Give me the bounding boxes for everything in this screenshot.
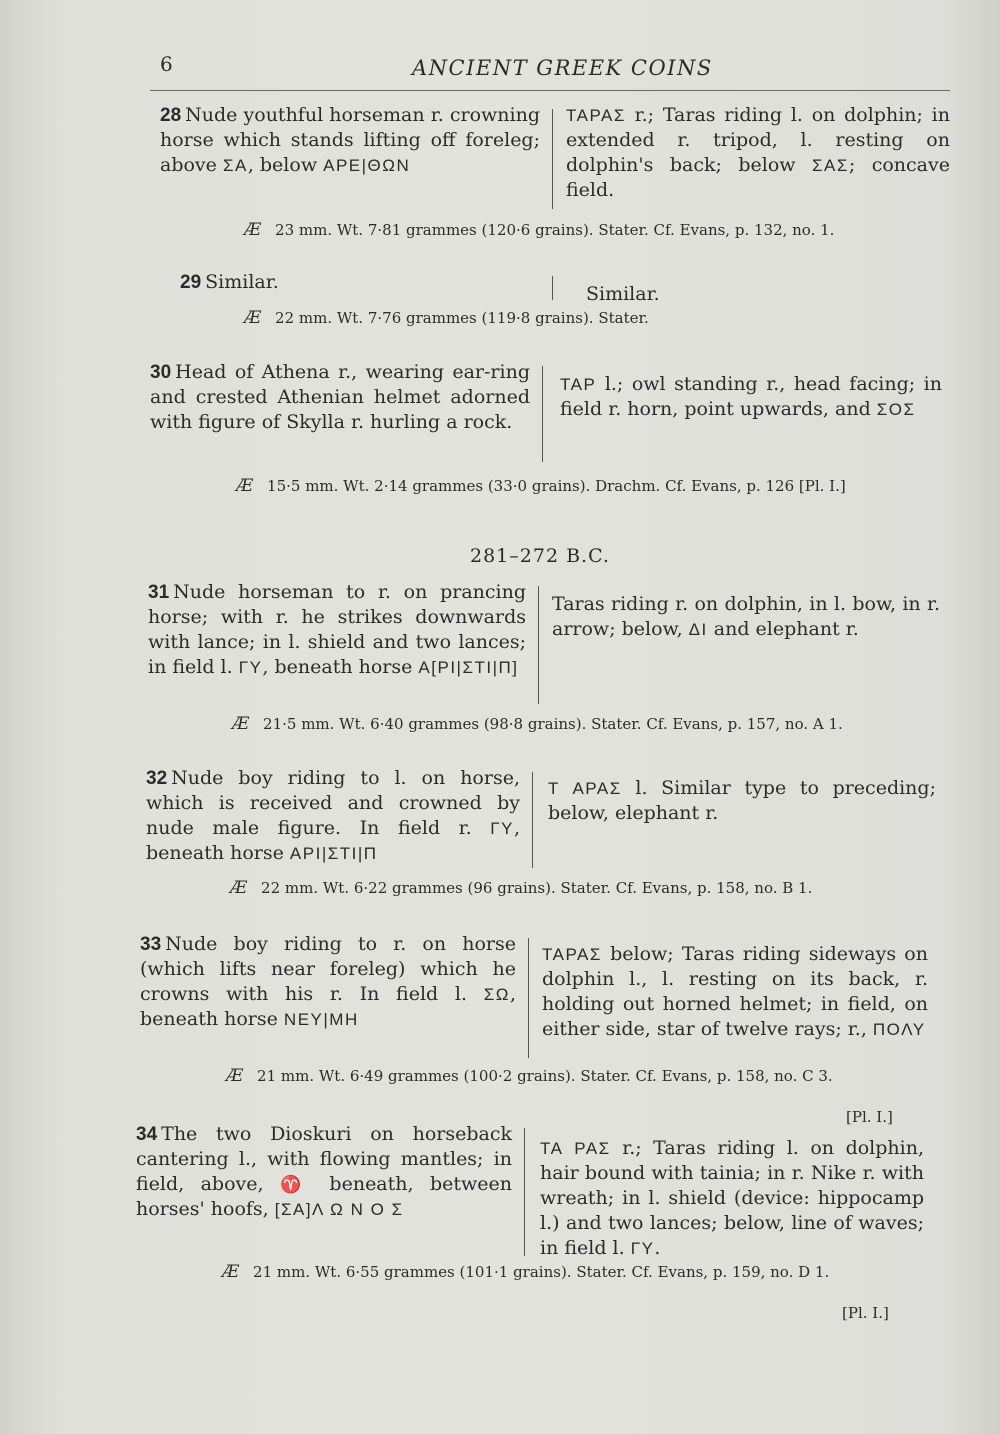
entry-number: 31 bbox=[148, 582, 170, 603]
entry-number: 29 bbox=[180, 272, 202, 293]
entry-number: 33 bbox=[140, 934, 162, 955]
column-divider bbox=[524, 1128, 525, 1256]
coin-legend: Τ ΑΡΑΣ bbox=[548, 779, 622, 798]
coin-legend: ΣΑΣ bbox=[812, 156, 849, 175]
coin-legend: ΣΟΣ bbox=[876, 400, 916, 419]
obverse-description: 30 Head of Athena r., wearing ear-ring and crested Athenian helmet adorned with figure of Skylla r. hurling a rock. bbox=[150, 361, 530, 433]
coin-details: Æ 21 mm. Wt. 6·49 grammes (100·2 grains). Stater. Cf. Evans, p. 158, no. C 3. bbox=[226, 1066, 833, 1086]
coin-legend: [ΣΑ]Λ Ω Ν Ο Σ bbox=[274, 1200, 404, 1219]
coin-legend: Α[ΡΙ|ΣΤΙ|Π] bbox=[418, 658, 519, 677]
running-header bbox=[150, 52, 950, 92]
metal-symbol: Æ bbox=[244, 308, 262, 328]
obverse-description: 32 Nude boy riding to l. on horse, which is received and crowned by nude male figure. In field r. ΓΥ, beneath horse ΑΡΙ|ΣΤΙ|Π bbox=[146, 767, 520, 864]
column-divider bbox=[528, 938, 529, 1058]
column-divider bbox=[538, 586, 539, 704]
coin-details: Æ 21 mm. Wt. 6·55 grammes (101·1 grains). Stater. Cf. Evans, p. 159, no. D 1. bbox=[222, 1262, 830, 1282]
obverse-description: 31 Nude horseman to r. on prancing horse; with r. he strikes downwards with lance; in l. shield and two lances; in field l. ΓΥ, beneath horse Α[ΡΙ|ΣΤΙ|Π] bbox=[148, 581, 526, 678]
coin-legend: ΤΑΡΑΣ bbox=[566, 106, 626, 125]
coin-details: Æ 22 mm. Wt. 7·76 grammes (119·8 grains). Stater. bbox=[244, 308, 649, 328]
coin-legend: ΓΥ bbox=[630, 1239, 655, 1258]
header-rule bbox=[150, 90, 950, 91]
entry-number: 30 bbox=[150, 362, 172, 383]
running-title: ANCIENT GREEK COINS bbox=[412, 56, 713, 80]
coin-legend: ΑΡΕ|ΘΩΝ bbox=[323, 156, 411, 175]
entry-number: 32 bbox=[146, 768, 168, 789]
metal-symbol: Æ bbox=[222, 1262, 240, 1282]
column-divider bbox=[532, 772, 533, 868]
reverse-description: Τ ΑΡΑΣ l. Similar type to preceding; below, elephant r. bbox=[548, 777, 936, 824]
column-divider bbox=[552, 276, 553, 300]
coin-details: Æ 23 mm. Wt. 7·81 grammes (120·6 grains). Stater. Cf. Evans, p. 132, no. 1. bbox=[244, 220, 835, 240]
obverse-description: 33 Nude boy riding to r. on horse (which lifts near foreleg) which he crowns with his r. In field l. ΣΩ, beneath horse ΝΕΥ|ΜΗ bbox=[140, 933, 516, 1030]
coin-details: Æ 22 mm. Wt. 6·22 grammes (96 grains). Stater. Cf. Evans, p. 158, no. B 1. bbox=[230, 878, 813, 898]
metal-symbol: Æ bbox=[226, 1066, 244, 1086]
metal-symbol: Æ bbox=[244, 220, 262, 240]
coin-legend: ΤΑΡ bbox=[560, 375, 597, 394]
coin-legend: ΑΡΙ|ΣΤΙ|Π bbox=[289, 844, 378, 863]
section-heading: 281–272 B.C. bbox=[470, 545, 610, 567]
plate-reference: [Pl. I.] bbox=[842, 1304, 889, 1322]
reverse-description: Similar. bbox=[586, 283, 660, 305]
coin-legend: ΔΙ bbox=[688, 620, 708, 639]
reverse-description: Taras riding r. on dolphin, in l. bow, in r. arrow; below, ΔΙ and elephant r. bbox=[552, 593, 940, 640]
reverse-description: ΤΑΡΑΣ below; Taras riding sideways on dolphin l., l. resting on its back, r. holding out horned helmet; in field, on either side, star of twelve rays; r., ΠΟΛΥ bbox=[542, 943, 928, 1040]
coin-legend: ΠΟΛΥ bbox=[872, 1020, 926, 1039]
coin-legend: ΓΥ bbox=[238, 658, 263, 677]
coin-legend: ΝΕΥ|ΜΗ bbox=[283, 1010, 359, 1029]
column-divider bbox=[552, 109, 553, 209]
coin-legend: ΣΩ bbox=[483, 985, 510, 1004]
coin-legend: ΣΑ bbox=[222, 156, 248, 175]
obverse-description: 29 Similar. bbox=[180, 271, 279, 293]
metal-symbol: Æ bbox=[230, 878, 248, 898]
coin-legend: ΓΥ bbox=[490, 819, 514, 838]
coin-legend: ΤΑ ΡΑΣ bbox=[540, 1139, 611, 1158]
obverse-description: 34 The two Dioskuri on horseback cantering l., with flowing mantles; in field, above, ♈ beneath, between horses' hoofs, [ΣΑ]Λ Ω Ν Ο Σ bbox=[136, 1123, 512, 1220]
metal-symbol: Æ bbox=[236, 476, 254, 496]
ornament-symbol: ♈ bbox=[279, 1175, 314, 1194]
column-divider bbox=[542, 366, 543, 462]
metal-symbol: Æ bbox=[232, 714, 250, 734]
page-number: 6 bbox=[160, 52, 173, 76]
obverse-description: 28 Nude youthful horseman r. crowning horse which stands lifting off foreleg; above ΣΑ, below ΑΡΕ|ΘΩΝ bbox=[160, 104, 540, 176]
entry-number: 28 bbox=[160, 105, 182, 126]
coin-legend: ΤΑΡΑΣ bbox=[542, 945, 602, 964]
entry-number: 34 bbox=[136, 1124, 158, 1145]
reverse-description: ΤΑΡΑΣ r.; Taras riding l. on dolphin; in extended r. tripod, l. resting on dolphin's back; below ΣΑΣ; concave field. bbox=[566, 104, 950, 201]
reverse-description: ΤΑ ΡΑΣ r.; Taras riding l. on dolphin, hair bound with tainia; in r. Nike r. with wreath; in l. shield (device: hippocamp l.) and two lances; below, line of waves; in field l. ΓΥ. bbox=[540, 1137, 924, 1259]
coin-details: Æ 15·5 mm. Wt. 2·14 grammes (33·0 grains). Drachm. Cf. Evans, p. 126 [Pl. I.] bbox=[236, 476, 846, 496]
plate-reference: [Pl. I.] bbox=[846, 1108, 893, 1126]
coin-details: Æ 21·5 mm. Wt. 6·40 grammes (98·8 grains). Stater. Cf. Evans, p. 157, no. A 1. bbox=[232, 714, 843, 734]
reverse-description: ΤΑΡ l.; owl standing r., head facing; in field r. horn, point upwards, and ΣΟΣ bbox=[560, 373, 942, 420]
